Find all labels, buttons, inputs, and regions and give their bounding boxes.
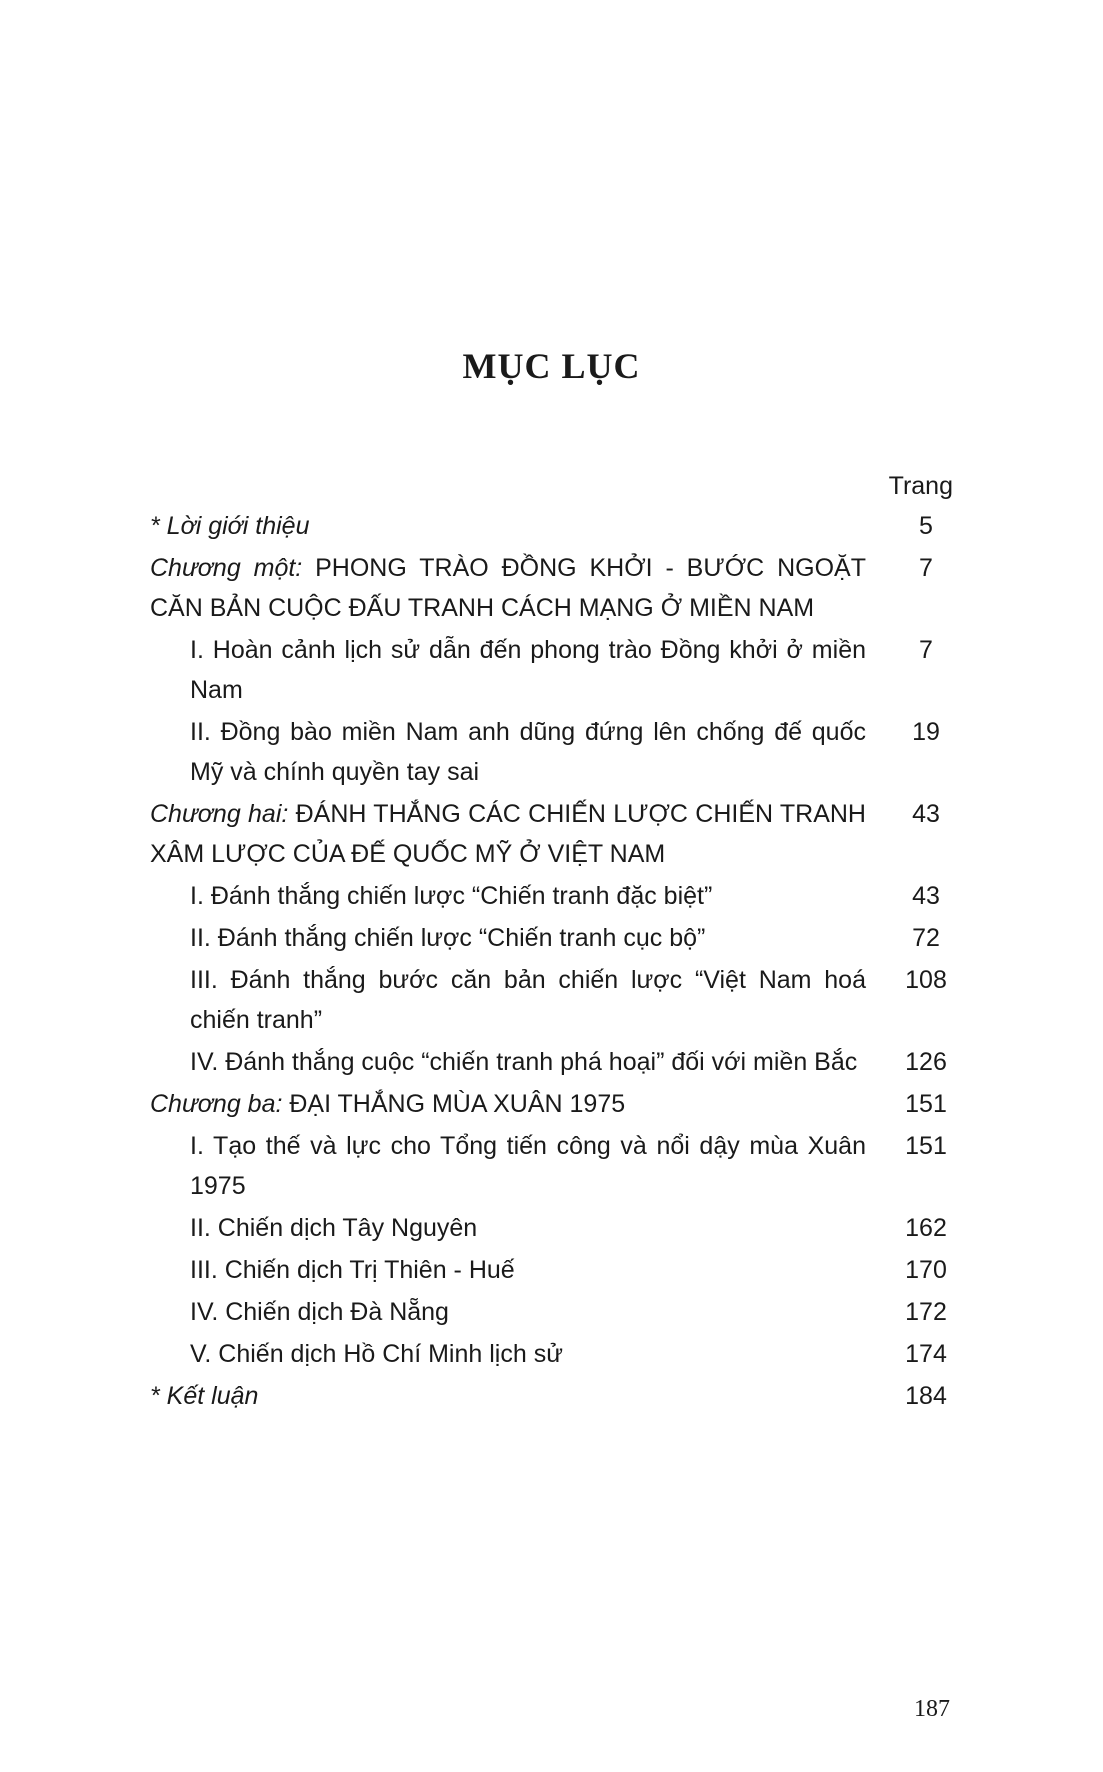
toc-entry-page: 108	[905, 966, 947, 994]
toc-entry-page: 5	[919, 512, 933, 540]
toc-entry-label: Chương hai:	[150, 800, 289, 828]
toc-entry-text: III. Chiến dịch Trị Thiên - Huế	[190, 1256, 515, 1284]
toc-entry-page: 43	[912, 882, 940, 910]
table-of-contents	[150, 506, 950, 1418]
toc-entry-page: 19	[912, 718, 940, 746]
toc-entry[interactable]	[150, 548, 950, 628]
toc-entry-page: 184	[905, 1382, 947, 1410]
toc-entry-page: 151	[905, 1132, 947, 1160]
toc-entry[interactable]	[150, 506, 950, 546]
page-number: 187	[914, 1696, 950, 1722]
toc-entry-page: 170	[905, 1256, 947, 1284]
toc-entry-text: II. Đồng bào miền Nam anh dũng đứng lên chống đế quốc Mỹ và chính quyền tay sai	[190, 718, 866, 786]
toc-entry-page: 174	[905, 1340, 947, 1368]
toc-entry-label: Chương một:	[150, 554, 303, 582]
toc-entry-label: Chương ba:	[150, 1090, 283, 1118]
toc-entry-text: PHONG TRÀO ĐỒNG KHỞI - BƯỚC NGOẶT CĂN BẢN CUỘC ĐẤU TRANH CÁCH MẠNG Ở MIỀN NAM	[150, 554, 866, 622]
toc-entry[interactable]	[150, 630, 950, 710]
toc-entry[interactable]	[150, 1376, 950, 1416]
toc-entry[interactable]	[150, 1208, 950, 1248]
toc-entry-text: ĐẠI THẮNG MÙA XUÂN 1975	[282, 1090, 626, 1118]
toc-entry[interactable]	[150, 712, 950, 792]
toc-entry-text: I. Hoàn cảnh lịch sử dẫn đến phong trào Đồng khởi ở miền Nam	[190, 636, 866, 704]
toc-entry-text: I. Đánh thắng chiến lược “Chiến tranh đặc biệt”	[190, 882, 713, 910]
toc-entry-text: ĐÁNH THẮNG CÁC CHIẾN LƯỢC CHIẾN TRANH XÂM LƯỢC CỦA ĐẾ QUỐC MỸ Ở VIỆT NAM	[150, 800, 866, 868]
toc-entry-page: 151	[905, 1090, 947, 1118]
toc-entry[interactable]	[150, 794, 950, 874]
toc-entry-page: 126	[905, 1048, 947, 1076]
toc-entry-text: IV. Chiến dịch Đà Nẵng	[190, 1298, 449, 1326]
page-column-header: Trang	[888, 472, 953, 500]
toc-entry-page: 7	[919, 554, 933, 582]
toc-entry-page: 43	[912, 800, 940, 828]
toc-entry[interactable]	[150, 1126, 950, 1206]
toc-entry-text: I. Tạo thế và lực cho Tổng tiến công và nổi dậy mùa Xuân 1975	[190, 1132, 866, 1200]
toc-entry[interactable]	[150, 1250, 950, 1290]
toc-entry-text: II. Đánh thắng chiến lược “Chiến tranh cục bộ”	[190, 924, 706, 952]
toc-entry-page: 7	[919, 636, 933, 664]
toc-entry[interactable]	[150, 1292, 950, 1332]
toc-entry[interactable]	[150, 876, 950, 916]
toc-entry[interactable]	[150, 1042, 950, 1082]
toc-entry-page: 172	[905, 1298, 947, 1326]
toc-entry[interactable]	[150, 1334, 950, 1374]
toc-entry[interactable]	[150, 1084, 950, 1124]
toc-entry-page: 72	[912, 924, 940, 952]
toc-entry-text: IV. Đánh thắng cuộc “chiến tranh phá hoại” đối với miền Bắc	[190, 1048, 858, 1076]
toc-entry-page: 162	[905, 1214, 947, 1242]
toc-entry-text: V. Chiến dịch Hồ Chí Minh lịch sử	[190, 1340, 563, 1368]
toc-entry-text: III. Đánh thắng bước căn bản chiến lược “Việt Nam hoá chiến tranh”	[190, 966, 866, 1034]
toc-entry-label: * Lời giới thiệu	[150, 512, 310, 540]
toc-entry-text: II. Chiến dịch Tây Nguyên	[190, 1214, 478, 1242]
toc-entry[interactable]	[150, 918, 950, 958]
toc-entry[interactable]	[150, 960, 950, 1040]
page-title: MỤC LỤC	[462, 346, 641, 386]
toc-entry-label: * Kết luận	[150, 1382, 259, 1410]
